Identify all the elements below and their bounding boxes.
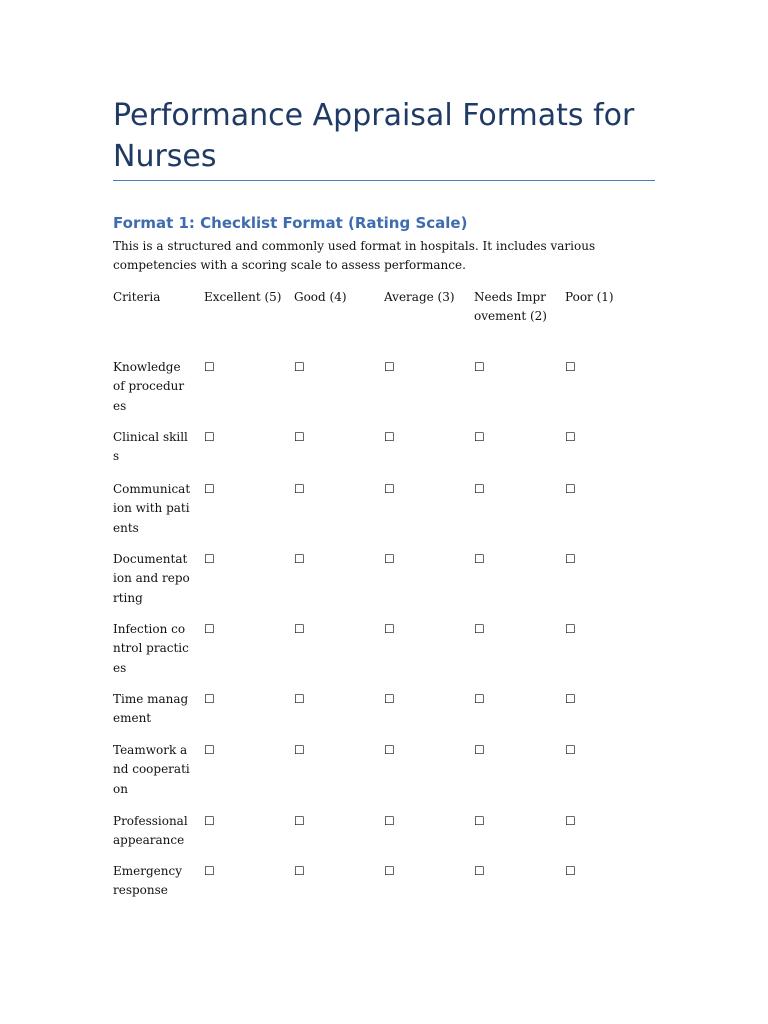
checkbox-poor[interactable]: ☐ bbox=[565, 430, 576, 444]
checkbox-average[interactable]: ☐ bbox=[384, 622, 395, 636]
checkbox-good[interactable]: ☐ bbox=[294, 692, 305, 706]
checkbox-needs-improvement[interactable]: ☐ bbox=[474, 552, 485, 566]
checkbox-needs-improvement[interactable]: ☐ bbox=[474, 814, 485, 828]
column-header-average: Average (3) bbox=[384, 290, 455, 304]
checkbox-poor[interactable]: ☐ bbox=[565, 552, 576, 566]
criteria-label: Documentation and reporting bbox=[113, 552, 190, 605]
checkbox-average[interactable]: ☐ bbox=[384, 814, 395, 828]
column-header-excellent: Excellent (5) bbox=[204, 290, 282, 304]
criteria-label: Knowledge of procedures bbox=[113, 360, 185, 413]
checkbox-excellent[interactable]: ☐ bbox=[204, 692, 215, 706]
checkbox-average[interactable]: ☐ bbox=[384, 864, 395, 878]
checkbox-needs-improvement[interactable]: ☐ bbox=[474, 360, 485, 374]
checkbox-average[interactable]: ☐ bbox=[384, 552, 395, 566]
checkbox-poor[interactable]: ☐ bbox=[565, 360, 576, 374]
checkbox-needs-improvement[interactable]: ☐ bbox=[474, 743, 485, 757]
checkbox-excellent[interactable]: ☐ bbox=[204, 482, 215, 496]
checkbox-good[interactable]: ☐ bbox=[294, 552, 305, 566]
checkbox-good[interactable]: ☐ bbox=[294, 482, 305, 496]
criteria-label: Professional appearance bbox=[113, 814, 188, 848]
criteria-label: Communication with patients bbox=[113, 482, 191, 535]
checkbox-excellent[interactable]: ☐ bbox=[204, 814, 215, 828]
section-heading: Format 1: Checklist Format (Rating Scale) bbox=[113, 214, 468, 232]
checkbox-average[interactable]: ☐ bbox=[384, 482, 395, 496]
checkbox-average[interactable]: ☐ bbox=[384, 692, 395, 706]
checkbox-good[interactable]: ☐ bbox=[294, 864, 305, 878]
criteria-label: Infection control practices bbox=[113, 622, 189, 675]
checkbox-excellent[interactable]: ☐ bbox=[204, 552, 215, 566]
column-header-needs-improvement: Needs Improvement (2) bbox=[474, 290, 547, 324]
checkbox-needs-improvement[interactable]: ☐ bbox=[474, 622, 485, 636]
checkbox-poor[interactable]: ☐ bbox=[565, 622, 576, 636]
column-header-criteria: Criteria bbox=[113, 290, 161, 304]
checkbox-poor[interactable]: ☐ bbox=[565, 864, 576, 878]
checkbox-average[interactable]: ☐ bbox=[384, 743, 395, 757]
checkbox-average[interactable]: ☐ bbox=[384, 360, 395, 374]
column-header-good: Good (4) bbox=[294, 290, 347, 304]
checkbox-needs-improvement[interactable]: ☐ bbox=[474, 430, 485, 444]
criteria-label: Time management bbox=[113, 692, 189, 726]
checkbox-good[interactable]: ☐ bbox=[294, 743, 305, 757]
checkbox-needs-improvement[interactable]: ☐ bbox=[474, 864, 485, 878]
criteria-label: Emergency response bbox=[113, 864, 182, 898]
checkbox-excellent[interactable]: ☐ bbox=[204, 864, 215, 878]
checkbox-excellent[interactable]: ☐ bbox=[204, 743, 215, 757]
intro-paragraph: This is a structured and commonly used format in hospitals. It includes various competencies with a scoring scale to assess performance. bbox=[113, 239, 596, 272]
checkbox-excellent[interactable]: ☐ bbox=[204, 430, 215, 444]
checkbox-needs-improvement[interactable]: ☐ bbox=[474, 482, 485, 496]
checkbox-good[interactable]: ☐ bbox=[294, 814, 305, 828]
checkbox-excellent[interactable]: ☐ bbox=[204, 360, 215, 374]
checkbox-average[interactable]: ☐ bbox=[384, 430, 395, 444]
criteria-label: Teamwork and cooperation bbox=[113, 743, 190, 796]
checkbox-excellent[interactable]: ☐ bbox=[204, 622, 215, 636]
column-header-poor: Poor (1) bbox=[565, 290, 614, 304]
checkbox-good[interactable]: ☐ bbox=[294, 622, 305, 636]
checkbox-poor[interactable]: ☐ bbox=[565, 692, 576, 706]
checkbox-poor[interactable]: ☐ bbox=[565, 743, 576, 757]
checkbox-needs-improvement[interactable]: ☐ bbox=[474, 692, 485, 706]
criteria-label: Clinical skills bbox=[113, 430, 188, 464]
checkbox-good[interactable]: ☐ bbox=[294, 430, 305, 444]
checkbox-poor[interactable]: ☐ bbox=[565, 814, 576, 828]
page-title: Performance Appraisal Formats for Nurses bbox=[113, 98, 635, 174]
checkbox-poor[interactable]: ☐ bbox=[565, 482, 576, 496]
checkbox-good[interactable]: ☐ bbox=[294, 360, 305, 374]
